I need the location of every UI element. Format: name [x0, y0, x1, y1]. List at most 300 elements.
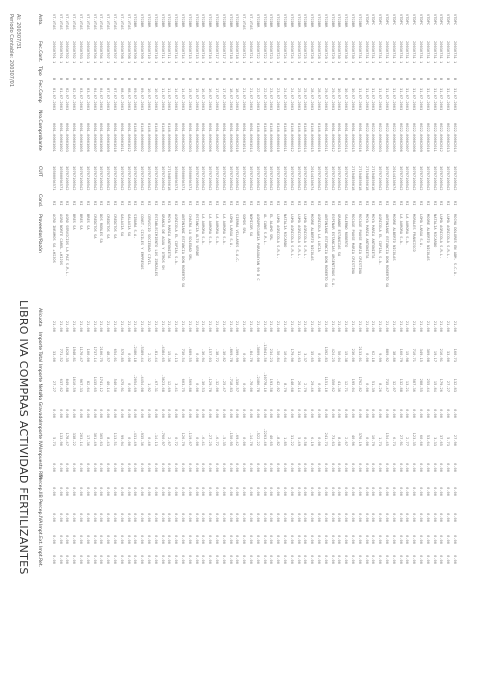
cell-cuit: 30707100542	[228, 166, 233, 191]
cell-type: B	[85, 78, 90, 81]
cell-accounting-date: 20030711 1	[167, 41, 172, 64]
cell-voucher-number: 0146-00006013	[296, 123, 301, 152]
cell-not-taxed: 0.00	[85, 409, 90, 418]
cell-withholding: 0.00	[113, 555, 117, 564]
cell-voucher-number: 0001-00003014	[249, 123, 253, 152]
cell-iva-perception: 0.00	[432, 513, 437, 522]
cell-rni: 0.00	[303, 463, 308, 472]
cell-iva: 133.90	[58, 432, 63, 446]
cell-accounting-date: 20030704 1	[99, 41, 104, 64]
cell-iva-perception: 0.00	[79, 513, 83, 522]
cell-iva: 5.73	[51, 437, 56, 446]
cell-exempt: 0.00	[419, 535, 423, 544]
cell-voucher-date: 07.07.2003	[106, 88, 111, 111]
cell-accounting-date: 20030731 1	[391, 41, 396, 64]
cell-movement: VTDPC	[371, 14, 376, 26]
cell-supplier: EL ALAMO SRL	[269, 214, 274, 241]
cell-withholding: 0.00	[133, 555, 138, 564]
cell-total: -84.70	[249, 348, 253, 362]
cell-iva: 338.22	[72, 432, 77, 446]
cell-voucher-date: 18.07.2003	[235, 88, 240, 111]
table-row	[126, 14, 132, 669]
cell-not-taxed: 0.00	[106, 409, 111, 418]
cell-movement: VTCOBR	[140, 14, 145, 28]
cell-voucher-number: 0022-00002007	[405, 123, 410, 152]
cell-rni: 0.00	[79, 463, 83, 472]
cell-rate: 21.00	[99, 320, 104, 332]
cell-iib-perception: 0.00	[425, 487, 430, 496]
cell-rate: 21.00	[323, 320, 328, 332]
cell-rni: 0.00	[221, 463, 226, 472]
cell-iva-perception: 0.00	[323, 513, 328, 522]
cell-not-taxed: 0.00	[201, 409, 206, 418]
cell-movement: VTCOBR	[160, 14, 165, 28]
column-header: Impt.Ext.	[37, 524, 42, 545]
cell-iib-perception: 0.00	[140, 487, 145, 496]
cell-iva-perception: 0.00	[337, 513, 342, 522]
cell-voucher-date: 29.07.2003	[323, 88, 328, 111]
cell-type: B	[398, 78, 403, 81]
cell-supplier: LA AURORA S.A.	[208, 214, 213, 246]
cell-movement: VTCOBR	[269, 14, 274, 28]
cell-cuit: 30707100542	[330, 166, 335, 191]
cell-not-taxed: 0.00	[92, 409, 97, 418]
cell-voucher-number: 0146-00006009	[269, 123, 274, 152]
cell-total: 654.01	[113, 348, 117, 362]
table-row	[139, 14, 145, 669]
cell-accounting-date: 20030718 1	[235, 41, 240, 64]
cell-condition: RI	[310, 201, 315, 206]
cell-condition: RI	[446, 201, 451, 206]
cell-iva: 53.64	[425, 434, 430, 446]
cell-rni: 0.00	[289, 463, 294, 472]
cell-voucher-number: 0001-00003011	[119, 123, 124, 152]
cell-movement: VT-VTAS	[113, 14, 117, 30]
cell-movement: VTCOBR	[289, 14, 294, 28]
cell-accounting-date: 20030716 1	[208, 41, 213, 64]
cell-supplier: CERVICIO SOCIEDAD CIVIL	[147, 214, 151, 266]
cell-voucher-date: 11.07.2003	[160, 88, 165, 111]
cell-not-taxed: 0.00	[249, 409, 253, 418]
cell-condition: RI	[364, 201, 369, 206]
cell-withholding: 0.00	[58, 555, 63, 564]
cell-iva: 370.19	[357, 432, 362, 446]
cell-condition: RI	[412, 201, 417, 206]
cell-iva: 301.49	[92, 432, 97, 446]
cell-withholding: 0.00	[99, 555, 104, 564]
cell-movement: VTCOBR	[262, 14, 267, 28]
cell-withholding: 0.00	[425, 555, 430, 564]
cell-rate: 21.00	[249, 320, 253, 332]
cell-total: 10.64	[283, 350, 287, 362]
cell-movement: VTCOBR	[133, 14, 138, 28]
cell-voucher-number: 0146-00006010	[276, 123, 281, 152]
cell-net: 1.92	[147, 383, 151, 392]
cell-type: B	[153, 78, 158, 81]
cell-cuit: 30707100542	[412, 166, 417, 191]
cell-rate: 21.00	[133, 320, 138, 332]
cell-supplier: CHACRA LA SOLEDAD SRL	[187, 214, 192, 261]
cell-rni: 0.00	[283, 463, 287, 472]
cell-type: B	[391, 78, 396, 81]
cell-voucher-number: 0022-00002005	[391, 123, 396, 152]
cell-iib-perception: 0.00	[119, 487, 124, 496]
cell-net: 8.26	[378, 383, 383, 392]
cell-movement: VTCOBR	[194, 14, 199, 28]
cell-iva-perception: 0.00	[92, 513, 97, 522]
table-row	[262, 14, 268, 669]
cell-type: B	[425, 78, 430, 81]
cell-type: B	[283, 78, 287, 81]
cell-type: B	[453, 78, 457, 81]
table-row	[377, 14, 383, 669]
cell-not-taxed: 0.00	[364, 409, 369, 418]
cell-accounting-date: 20030709 1	[140, 41, 145, 64]
cell-voucher-date: 01.07.2003	[51, 88, 56, 111]
cell-total: 2.32	[147, 353, 151, 362]
cell-exempt: 0.00	[439, 535, 444, 544]
cell-rni: 0.00	[439, 463, 444, 472]
cell-exempt: 0.00	[140, 535, 145, 544]
cell-not-taxed: 0.00	[398, 409, 403, 418]
cell-voucher-number: 0001-00002004	[194, 123, 199, 152]
cell-movement: VT-VTAS	[79, 14, 83, 30]
cell-iib-perception: 0.00	[289, 487, 294, 496]
cell-withholding: 0.00	[317, 555, 321, 564]
cell-voucher-date: 22.07.2003	[262, 88, 267, 111]
cell-voucher-number: 0001-00002001	[174, 123, 179, 152]
cell-net: 193.58	[269, 378, 274, 392]
cell-movement: VTCOBR	[187, 14, 192, 28]
cell-supplier: LUMA AGRICOLA S.R.L.	[296, 214, 301, 259]
cell-voucher-date: 17.07.2003	[215, 88, 219, 111]
cell-condition: RI	[337, 201, 342, 206]
cell-iva: -5.35	[221, 434, 226, 446]
cell-total: 38.80	[391, 350, 396, 362]
cell-voucher-date: 14.07.2003	[181, 88, 185, 111]
cell-supplier: LA AURORA S.A.	[221, 214, 226, 246]
cell-cuit: 30707100542	[160, 166, 165, 191]
cell-voucher-number: 0022-00002006	[398, 123, 403, 152]
table-row	[92, 14, 98, 669]
cell-rni: 0.00	[58, 463, 63, 472]
cell-iib-perception: 0.00	[255, 487, 260, 496]
cell-exempt: 0.00	[119, 535, 124, 544]
cell-rate: 21.00	[303, 320, 308, 332]
cell-cuit: 30707100542	[208, 166, 213, 191]
cell-iva-perception: 0.00	[181, 513, 185, 522]
cell-accounting-date: 20030702 1	[65, 41, 70, 64]
cell-exempt: 0.00	[221, 535, 226, 544]
cell-total: -38.72	[215, 348, 219, 362]
cell-total: 309.08	[425, 348, 430, 362]
cell-rni: 0.00	[330, 463, 335, 472]
table-row	[268, 14, 274, 669]
cell-iva: 178.47	[65, 432, 70, 446]
cell-condition: RI	[58, 201, 63, 206]
cell-iva-perception: 0.00	[391, 513, 396, 522]
cell-voucher-number: 0001-00002008	[221, 123, 226, 152]
cell-type: B	[187, 78, 192, 81]
table-row	[160, 14, 166, 669]
cell-supplier: ACRO INSUMOS SA +HIJOS	[51, 214, 56, 263]
table-row	[207, 14, 213, 669]
cell-iva-perception: 0.00	[113, 513, 117, 522]
cell-iva: 1.85	[283, 437, 287, 446]
cell-type: B	[419, 78, 423, 81]
cell-exempt: 0.00	[51, 535, 56, 544]
cell-total: -50.84	[276, 348, 281, 362]
cell-movement: VTCOBR	[167, 14, 172, 28]
cell-supplier: ESPINAR ESTANCIAS ARGENTINAS S.A.	[330, 214, 335, 288]
cell-cuit: 30707100542	[235, 166, 240, 191]
cell-rni: 0.00	[201, 463, 206, 472]
cell-rate: 21.00	[310, 320, 315, 332]
cell-iva-perception: 0.00	[106, 513, 111, 522]
cell-supplier: AGRICOLA EL COPIAL S.A.	[174, 214, 179, 266]
cell-iib-perception: 0.00	[310, 487, 315, 496]
cell-supplier: CREDITOS SA	[92, 214, 97, 239]
cell-total: 1948.81	[72, 346, 77, 362]
cell-condition: RI	[140, 201, 145, 206]
cell-type: B	[201, 78, 206, 81]
cell-voucher-number: 0001-00002013	[337, 123, 342, 152]
cell-rate: 21.00	[283, 320, 287, 332]
cell-voucher-date: 16.07.2003	[208, 88, 213, 111]
cell-iva-perception: 0.00	[425, 513, 430, 522]
cell-total: 15.98	[405, 350, 410, 362]
cell-total: 9.99	[378, 353, 383, 362]
cell-voucher-date: 10.07.2003	[153, 88, 158, 111]
cell-supplier: MOORE ALBERTO NICOLAS	[391, 214, 396, 261]
cell-withholding: 0.00	[147, 555, 151, 564]
cell-movement: VT-VTAS	[119, 14, 124, 30]
cell-exempt: 0.00	[296, 535, 301, 544]
cell-accounting-date: 20030731 1	[412, 41, 417, 64]
table-row	[112, 14, 118, 669]
cell-net: 967.33	[79, 378, 83, 392]
cell-type: B	[51, 78, 56, 81]
cell-not-taxed: 0.00	[208, 409, 213, 418]
cell-supplier: MOYA MARIA ANTONIETA	[364, 214, 369, 259]
cell-accounting-date: 20030731 1	[439, 41, 444, 64]
cell-not-taxed: 0.00	[385, 409, 389, 418]
cell-iva-perception: 0.00	[85, 513, 90, 522]
cell-iib-perception: 0.00	[92, 487, 97, 496]
cell-withholding: 0.00	[119, 555, 124, 564]
cell-iva: 0.00	[317, 437, 321, 446]
cell-supplier: AGRO NORTE CAREL +HIJOS	[58, 214, 63, 266]
column-header: Percep.IIB	[37, 475, 42, 498]
cell-not-taxed: 0.00	[405, 409, 410, 418]
cell-condition: RI	[201, 201, 206, 206]
cell-iva-perception: 0.00	[194, 513, 199, 522]
cell-voucher-number: 0146-00006012	[289, 123, 294, 152]
cell-not-taxed: 0.00	[147, 409, 151, 418]
cell-withholding: 0.00	[432, 555, 437, 564]
cell-cuit: 30707100542	[405, 166, 410, 191]
cell-accounting-date: 20030721 1	[242, 41, 247, 64]
cell-exempt: 0.00	[160, 535, 165, 544]
cell-rni: 0.00	[106, 463, 111, 472]
cell-voucher-number: 0146-00006006	[167, 123, 172, 152]
cell-accounting-date: 20030723 1	[276, 41, 281, 64]
cell-voucher-date: 21.07.2003	[249, 88, 253, 111]
cell-withholding: 0.00	[208, 555, 213, 564]
cell-rni: 0.00	[385, 463, 389, 472]
cell-iib-perception: 0.00	[215, 487, 219, 496]
cell-total: -81.44	[153, 348, 158, 362]
cell-voucher-date: 15.07.2003	[187, 88, 192, 111]
cell-iva-perception: 0.00	[228, 513, 233, 522]
cell-not-taxed: 0.00	[283, 409, 287, 418]
cell-rate: 21.00	[181, 320, 185, 332]
cell-type: B	[303, 78, 308, 81]
cell-condition: RI	[85, 201, 90, 206]
cell-movement: VTCOBR	[337, 14, 342, 28]
cell-condition: RI	[323, 201, 328, 206]
cell-exempt: 0.00	[269, 535, 274, 544]
table-row	[105, 14, 111, 669]
cell-condition: RI	[425, 201, 430, 206]
cell-movement: VTCOBR	[303, 14, 308, 28]
cell-type: B	[147, 78, 151, 81]
cell-type: B	[255, 78, 260, 81]
cell-iva-perception: 0.00	[289, 513, 294, 522]
cell-condition: RI	[391, 201, 396, 206]
cell-iva-perception: 0.00	[147, 513, 151, 522]
cell-supplier: LA AURORA S.A.	[215, 214, 219, 246]
cell-net: 540.50	[113, 378, 117, 392]
cell-voucher-number: 0001-00002002	[181, 123, 185, 152]
table-row	[173, 14, 179, 669]
cell-rate: 21.00	[72, 320, 77, 332]
cell-voucher-number: 0022-00002010	[425, 123, 430, 152]
cell-not-taxed: 0.00	[432, 409, 437, 418]
cell-accounting-date: 20030731 1	[432, 41, 437, 64]
cell-iib-perception: 0.00	[391, 487, 396, 496]
cell-cuit: 30707100542	[398, 166, 403, 191]
cell-exempt: 0.00	[85, 535, 90, 544]
cell-iva-perception: 0.00	[58, 513, 63, 522]
cell-total: -30.82	[221, 348, 226, 362]
cell-iva-perception: 0.00	[283, 513, 287, 522]
cell-iib-perception: 0.00	[160, 487, 165, 496]
cell-net: 29.46	[310, 380, 315, 392]
cell-not-taxed: 0.00	[357, 409, 362, 418]
cell-cuit: 30707100542	[113, 166, 117, 191]
cell-iva-perception: 0.00	[65, 513, 70, 522]
cell-rni: 0.00	[337, 463, 342, 472]
cell-voucher-date: 28.07.2003	[317, 88, 321, 111]
cell-type: B	[208, 78, 213, 81]
cell-withholding: 0.00	[419, 555, 423, 564]
cell-voucher-number: 0146-00006004	[153, 123, 158, 152]
cell-not-taxed: 0.00	[310, 409, 315, 418]
cell-voucher-number: 0001-00003003	[65, 123, 70, 152]
cell-supplier: ROCAGE PAUSE MARIA CRISTINA	[357, 214, 362, 274]
cell-movement: VTDPC	[364, 14, 369, 26]
cell-condition: RI	[106, 201, 111, 206]
cell-voucher-number: 0022-00002003	[378, 123, 383, 152]
cell-exempt: 0.00	[255, 535, 260, 544]
column-header: Percep.IVA	[37, 499, 42, 524]
cell-type: B	[65, 78, 70, 81]
cell-exempt: 0.00	[364, 535, 369, 544]
cell-iib-perception: 0.00	[99, 487, 104, 496]
cell-iva: 0.00	[126, 437, 131, 446]
cell-iva-perception: 0.00	[249, 513, 253, 522]
cell-rni: 0.00	[296, 463, 301, 472]
cell-total: 0.00	[242, 353, 247, 362]
cell-net: 2.79	[303, 383, 308, 392]
cell-rate: 21.00	[242, 320, 247, 332]
cell-not-taxed: 0.00	[337, 409, 342, 418]
cell-iva-perception: 0.00	[242, 513, 247, 522]
cell-not-taxed: 0.00	[65, 409, 70, 418]
cell-rate: 21.00	[126, 320, 131, 332]
cell-rate: 21.00	[453, 320, 457, 332]
cell-iva: 113.51	[113, 432, 117, 446]
cell-supplier: ROCHA DOLORES EN ADM. S.C.A.	[453, 214, 457, 277]
cell-voucher-number: 0001-00003013	[242, 123, 247, 152]
cell-voucher-date: 25.07.2003	[296, 88, 301, 111]
cell-type: B	[242, 78, 247, 81]
cell-rate: 21.00	[405, 320, 410, 332]
cell-not-taxed: 0.00	[167, 409, 172, 418]
cell-net: 132.88	[398, 378, 403, 392]
cell-exempt: 0.00	[181, 535, 185, 544]
cell-voucher-date: 31.07.2003	[364, 88, 369, 111]
cell-condition: RI	[147, 201, 151, 206]
cell-rate: 21.00	[378, 320, 383, 332]
cell-voucher-date: 04.07.2003	[92, 88, 97, 111]
cell-iva-perception: 0.00	[371, 513, 376, 522]
cell-movement: VTCOBR	[296, 14, 301, 28]
cell-iva: 60.60	[419, 434, 423, 446]
cell-rate: 21.00	[187, 320, 192, 332]
cell-voucher-date: 24.07.2003	[283, 88, 287, 111]
cell-iva-perception: 0.00	[215, 513, 219, 522]
cell-exempt: 0.00	[289, 535, 294, 544]
cell-accounting-date: 20030730 1	[344, 41, 349, 64]
cell-supplier: SIERRA VILLARES S.A.C.	[235, 214, 240, 263]
cell-movement: VT-VTAS	[92, 14, 97, 30]
cell-withholding: 0.00	[303, 555, 308, 564]
cell-voucher-date: 31.07.2003	[357, 88, 362, 111]
cell-not-taxed: 0.00	[72, 409, 77, 418]
cell-net: -30.53	[201, 378, 206, 392]
cell-voucher-number: 0022-00002012	[439, 123, 444, 152]
table-row	[343, 14, 349, 669]
cell-type: B	[330, 78, 335, 81]
cell-iib-perception: 0.00	[371, 487, 376, 496]
cell-movement: VTCOBR	[323, 14, 328, 28]
cell-net: 195.04	[351, 378, 355, 392]
cell-total: 19.17	[432, 350, 437, 362]
cell-not-taxed: 0.00	[453, 409, 457, 418]
cell-rni: 0.00	[181, 463, 185, 472]
cell-type: B	[181, 78, 185, 81]
cell-condition: RI	[276, 201, 281, 206]
cell-voucher-number: 0146-00006002	[140, 123, 145, 152]
cell-iva-perception: 0.00	[174, 513, 179, 522]
cell-condition: RI	[113, 201, 117, 206]
cell-accounting-date: 20030714 1	[181, 41, 185, 64]
cell-voucher-date: 30.07.2003	[344, 88, 349, 111]
cell-cuit: 30707100542	[303, 166, 308, 191]
cell-type: B	[385, 78, 389, 81]
